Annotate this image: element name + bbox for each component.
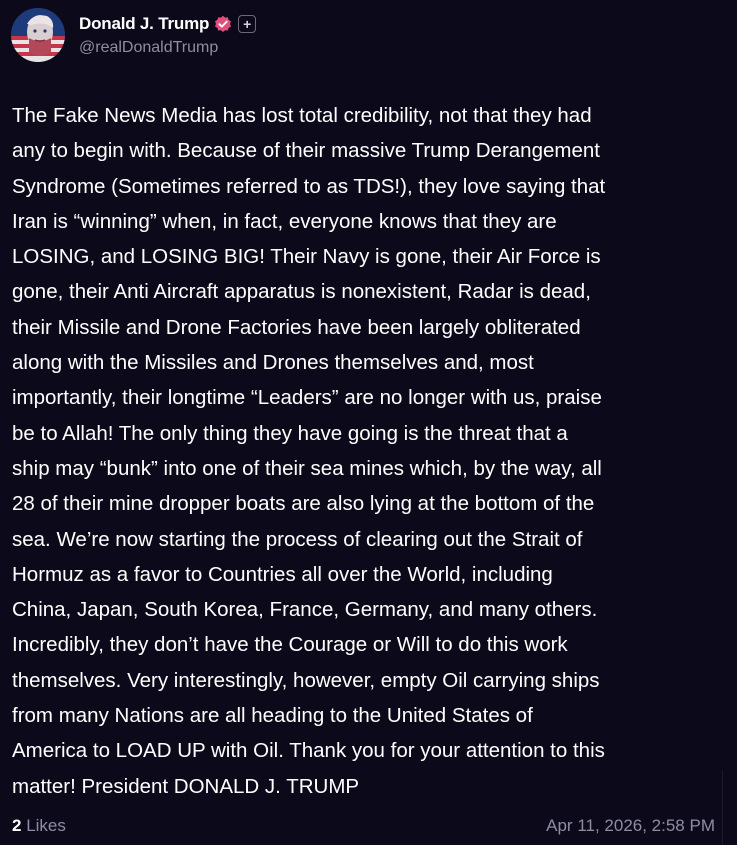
scrollbar-track	[722, 770, 737, 845]
author-identity	[79, 8, 256, 57]
verified-badge-icon	[214, 15, 232, 33]
post-timestamp[interactable]: Apr 11, 2026, 2:58 PM	[546, 816, 715, 835]
post-text: The Fake News Media has lost total credibility, not that they had any to begin with. Because of their massive Trump Derangement Syndrome (Sometimes referred to as TDS!), they love saying that Iran is “winning” when, in fact, everyone knows that they are LOSING, and LOSING BIG! Their Navy is gone, their Air Force is gone, their Anti Aircraft apparatus is nonexistent, Radar is dead, their Missile and Drone Factories have been largely obliterated along with the Missiles and Drones themselves and, most importantly, their longtime “Leaders” are no longer with us, praise be to Allah! The only thing they have going is the threat that a ship may “bunk” into one of their sea mines which, by the way, all 28 of their mine dropper boats are also lying at the bottom of the sea. We’re now starting the process of clearing out the Strait of Hormuz as a favor to Countries all over the World, including China, Japan, South Korea, France, Germany, and many others. Incredibly, they don’t have the Courage or Will to do this work themselves. Very interestingly, however, empty Oil carrying ships from many Nations are all heading to the United States of America to LOAD UP with Oil. Thank you for your attention to this matter! President DONALD J. TRUMP	[12, 104, 606, 798]
name-row	[79, 13, 256, 35]
plus-icon[interactable]: +	[238, 15, 256, 33]
author-handle[interactable]: @realDonaldTrump	[79, 39, 219, 56]
likes-label: Likes	[26, 816, 66, 835]
post-header	[11, 8, 256, 64]
avatar-image	[11, 8, 65, 62]
avatar[interactable]	[11, 8, 65, 62]
likes-count: 2	[12, 816, 22, 835]
likes-button[interactable]	[12, 816, 66, 836]
author-display-name[interactable]: Donald J. Trump	[79, 14, 210, 33]
post-footer	[12, 816, 715, 842]
